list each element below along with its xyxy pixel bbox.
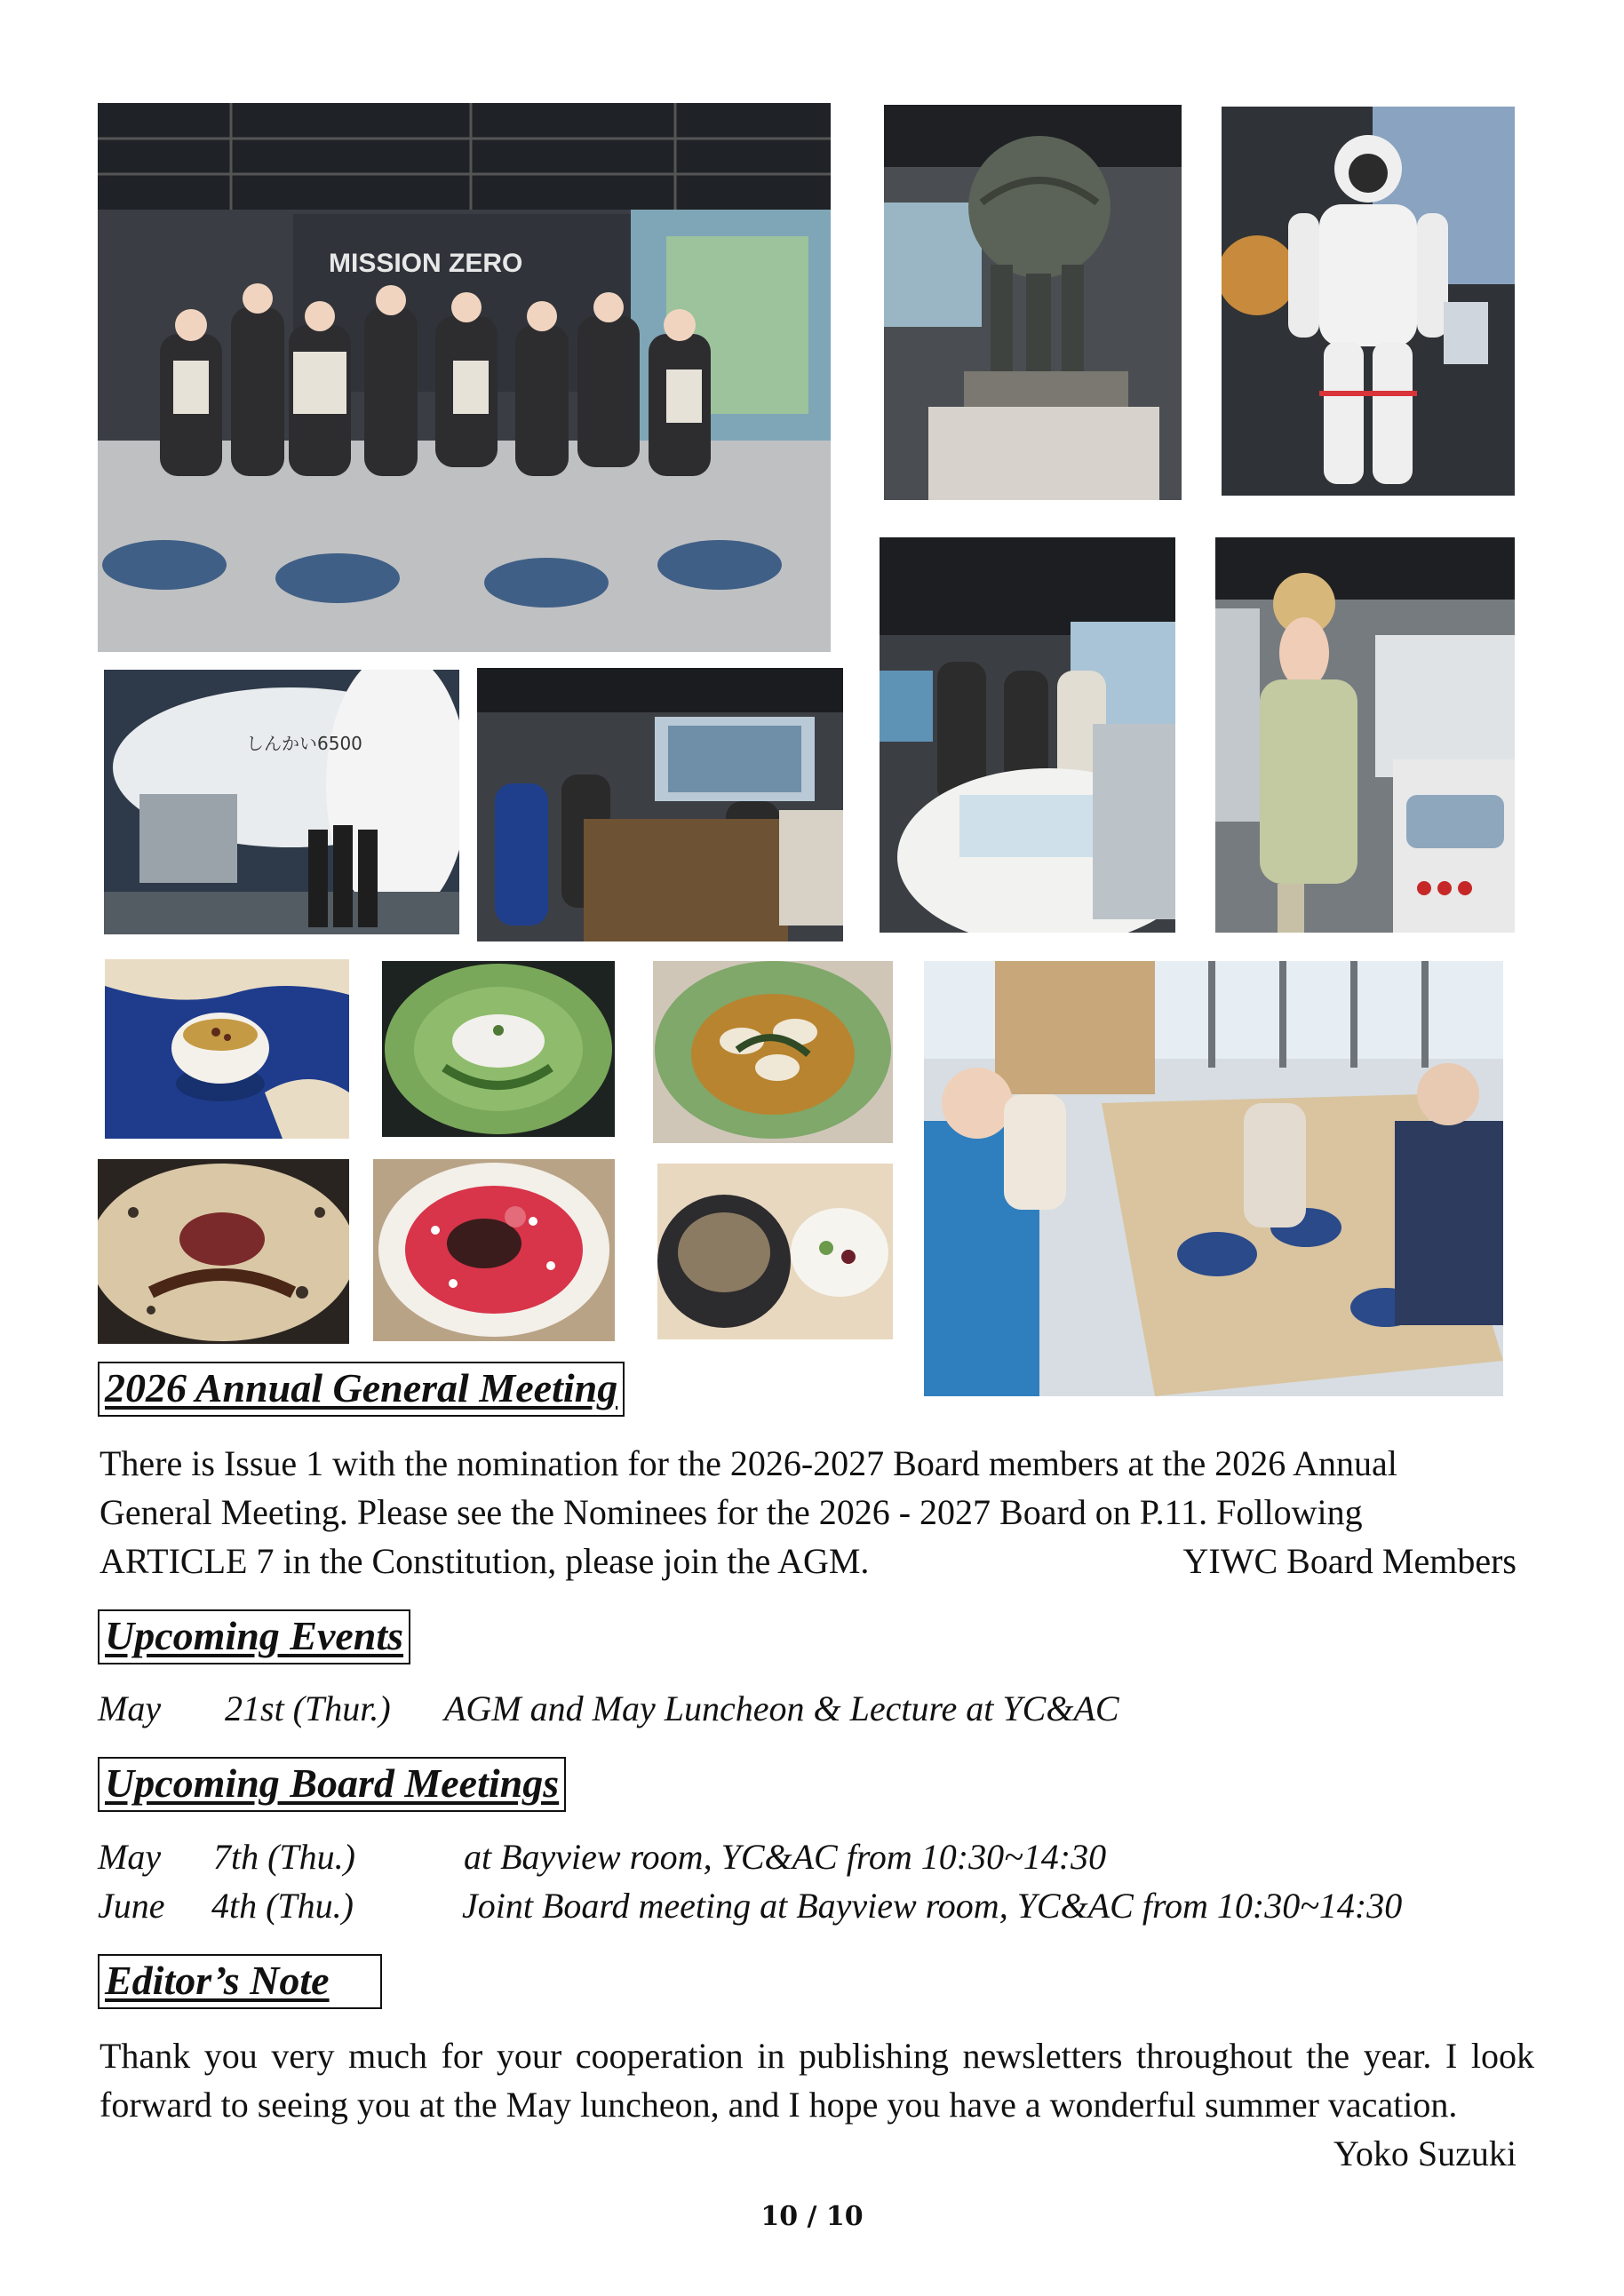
- photo-astronaut-suit: [1222, 107, 1515, 496]
- board-meeting-row: [98, 1836, 1519, 1880]
- board-meeting-month: June: [98, 1886, 165, 1926]
- agm-heading: 2026 Annual General Meeting: [98, 1362, 625, 1417]
- photo-shinkai-submersible: [104, 670, 459, 934]
- photo-dish-dessert: [373, 1159, 615, 1341]
- shinkai-sign: しんかい6500: [246, 733, 362, 754]
- photo-exhibit-visitors: [477, 668, 843, 941]
- photo-exhibit-table: [880, 537, 1175, 933]
- agm-body-text: There is Issue 1 with the nomination for the 2026-2027 Board members at the 2026 Annual General Meeting. Please see the Nominees for the 2026 - 2027 Board on P.11. Following ARTICLE 7 in the Constitution, please join the AGM.: [100, 1443, 1397, 1581]
- board-meeting-date: 4th (Thu.): [211, 1886, 354, 1926]
- photo-globe-sculpture: [884, 105, 1182, 500]
- board-meeting-row: [98, 1885, 1519, 1929]
- photo-dish-beef: [98, 1159, 349, 1344]
- editor-heading: Editor’s Note: [98, 1954, 382, 2009]
- board-meeting-date: 7th (Thu.): [213, 1837, 355, 1877]
- board-meeting-text: at Bayview room, YC&AC from 10:30~14:30: [464, 1837, 1107, 1877]
- photo-dish-soup-cup: [105, 959, 349, 1139]
- photo-dish-coffee: [657, 1164, 893, 1339]
- events-heading: Upcoming Events: [98, 1609, 410, 1664]
- agm-signature: YIWC Board Members: [1182, 1541, 1517, 1581]
- event-month: May: [98, 1688, 162, 1728]
- photo-dish-seafood-broth: [653, 961, 893, 1143]
- event-text: AGM and May Luncheon & Lecture at YC&AC: [444, 1688, 1119, 1728]
- board-meetings-heading: Upcoming Board Meetings: [98, 1757, 566, 1812]
- event-row: [98, 1688, 1519, 1732]
- group-photo-mission-zero: [98, 103, 831, 652]
- photo-interactive-display: [1215, 537, 1515, 933]
- board-meeting-month: May: [98, 1837, 162, 1877]
- event-date: 21st (Thur.): [225, 1688, 391, 1728]
- editor-signature: Yoko Suzuki: [1333, 2133, 1517, 2173]
- editor-body: [100, 2031, 1534, 2178]
- editor-body-text: Thank you very much for your cooperation in publishing newsletters throughout the year. I look forward to seeing you at the May luncheon, and I hope you have a wonderful summer vacation.: [100, 2036, 1534, 2125]
- page-number: 10 / 10: [760, 2201, 864, 2232]
- board-meeting-text: Joint Board meeting at Bayview room, YC&AC from 10:30~14:30: [462, 1886, 1403, 1926]
- mission-zero-sign: MISSION ZERO: [329, 249, 523, 278]
- photo-dish-salad: [382, 961, 615, 1137]
- photo-luncheon-table: [924, 961, 1503, 1396]
- agm-body: [100, 1439, 1517, 1585]
